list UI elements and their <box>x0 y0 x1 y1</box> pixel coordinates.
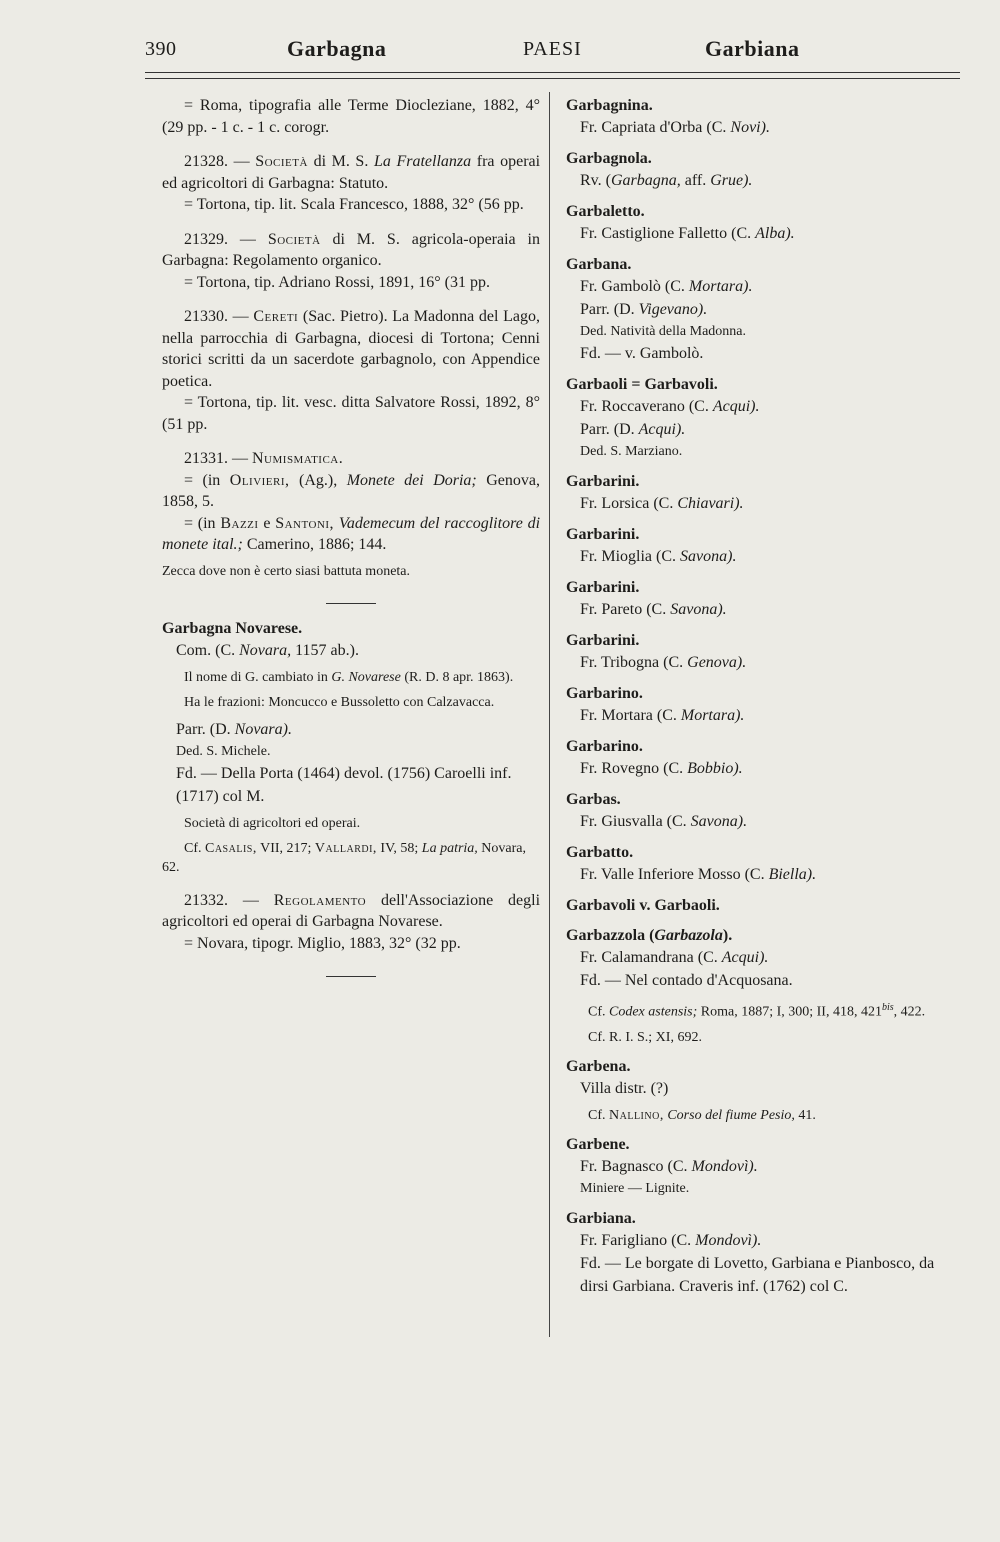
headword: Garbarino. <box>566 738 643 755</box>
entry-garbarini-tribogna <box>566 630 958 674</box>
frazione-line: Fr. Calamandrana (C. Acqui). <box>580 949 769 966</box>
entry-garbarino-mortara <box>566 683 958 727</box>
header-rule <box>145 72 960 79</box>
entry-21329: 21329. — Società di M. S. agricola-operaia in Garbagna: Regolamento organico. <box>162 230 541 269</box>
frazione-line: Fr. Capriata d'Orba (C. Novi). <box>580 119 770 136</box>
headword: Garbas. <box>566 791 621 808</box>
villa-line: Villa distr. (?) <box>580 1079 669 1097</box>
dedica-line: Ded. Natività della Madonna. <box>580 324 747 339</box>
entry-21328-imprint: = Tortona, tip. lit. Scala Francesco, 1888, 32° (56 pp. <box>184 196 524 213</box>
entry-garbiana <box>566 1208 958 1298</box>
entry-garbazzola <box>566 925 958 1047</box>
right-column <box>566 95 958 1307</box>
entry-21330: 21330. — Cereti (Sac. Pietro). La Madonna del Lago, nella parrocchia di Garbagna, diocesi di Tortona; Cenni storici scritti da un sacerdote garbagnolo, con Appendice poetica. <box>162 308 541 390</box>
entry-garbarini-pareto <box>566 577 958 621</box>
entry-21329-imprint: = Tortona, tip. Adriano Rossi, 1891, 16° (31 pp. <box>184 273 490 291</box>
cf-line-2: Cf. R. I. S.; XI, 692. <box>588 1029 702 1045</box>
entry-garbagnina <box>566 95 958 139</box>
miniere-line: Miniere — Lignite. <box>580 1180 690 1196</box>
headword-garbagna-novarese: Garbagna Novarese. <box>162 619 303 637</box>
entry-garbavoli <box>566 895 958 916</box>
frazione-line: Fr. Castiglione Falletto (C. Alba). <box>580 225 795 242</box>
frazione-line: Fr. Valle Inferiore Mosso (C. Biella). <box>580 866 817 883</box>
entry-garbatto <box>566 842 958 886</box>
column-divider <box>549 92 550 1337</box>
cf-line: Cf. Codex astensis; Roma, 1887; I, 300; II, 418, $421^{bis}$, 422. <box>588 1002 926 1020</box>
entry-21332-imprint: = Novara, tipogr. Miglio, 1883, 32° (32 pp. <box>184 934 461 952</box>
entry-21331-citation-1: = (in Olivieri, (Ag.), Monete dei Doria; Genova, 1858, 5. <box>162 471 541 510</box>
rivo-line: Rv. (Garbagna, aff. Grue). <box>580 172 753 189</box>
garbagna-novarese-cf: Cf. Casalis, VII, 217; Vallardi, IV, 58; La patria, Novara, 62. <box>162 840 526 875</box>
garbagna-novarese-note-frazioni: Ha le frazioni: Moncucco e Bussoletto con Calzavacca. <box>184 694 495 710</box>
headword: Garbana. <box>566 256 632 273</box>
entry-21332: 21332. — Regolamento dell'Associazione degli agricoltori ed operai di Garbagna Novarese. <box>162 891 541 930</box>
running-head-center: PAESI <box>523 38 582 60</box>
headword: Garbaletto. <box>566 203 645 220</box>
headword: Garbatto. <box>566 844 634 861</box>
headword: Garbarini. <box>566 473 640 490</box>
feudo-line: Fd. — Nel contado d'Acquosana. <box>580 972 793 989</box>
entry-garbana <box>566 254 958 365</box>
frazione-line: Fr. Pareto (C. Savona). <box>580 601 727 618</box>
frazione-line: Fr. Bagnasco (C. Mondovì). <box>580 1157 758 1175</box>
running-head-left: Garbagna <box>287 36 387 61</box>
garbagna-novarese-societa: Società di agricoltori ed operai. <box>184 815 361 831</box>
roma-imprint: = Roma, tipografia alle Terme Diocleziane, 1882, 4° (29 pp. - 1 c. - 1 c. corogr. <box>162 97 540 136</box>
entry-21331-citation-2: = (in Bazzi e Santoni, Vademecum del raccoglitore di monete ital.; Camerino, 1886; 144. <box>162 514 541 553</box>
frazione-line: Fr. Giusvalla (C. Savona). <box>580 813 748 830</box>
frazione-line: Fr. Mioglia (C. Savona). <box>580 548 737 565</box>
entry-garbene <box>566 1134 958 1199</box>
frazione-line: Fr. Mortara (C. Mortara). <box>580 707 745 724</box>
headword: Garbena. <box>566 1057 631 1075</box>
frazione-line: Fr. Rovegno (C. Bobbio). <box>580 760 743 777</box>
headword: Garbiana. <box>566 1209 636 1227</box>
headword: Garbavoli v. Garbaoli. <box>566 897 720 914</box>
running-head-right: Garbiana <box>705 36 800 61</box>
entry-garbaoli <box>566 374 958 462</box>
dedica-line: Ded. S. Marziano. <box>580 444 683 459</box>
page-number: 390 <box>145 38 177 60</box>
headword: Garbarini. <box>566 632 640 649</box>
left-column <box>162 95 540 991</box>
entry-21330-imprint: = Tortona, tip. lit. vesc. ditta Salvatore Rossi, 1892, 8° (51 pp. <box>162 394 540 433</box>
frazione-line: Fr. Roccaverano (C. Acqui). <box>580 398 760 415</box>
garbagna-novarese-fd: Fd. — Della Porta (1464) devol. (1756) Caroelli inf. (1717) col M. <box>176 764 512 805</box>
section-separator <box>326 603 376 604</box>
entry-21331: 21331. — Numismatica. <box>184 450 344 467</box>
entry-21328: 21328. — Società di M. S. La Fratellanza fra operai ed agricoltori di Garbagna: Statuto. <box>162 153 541 192</box>
cf-line: Cf. Nallino, Corso del fiume Pesio, 41. <box>588 1107 816 1123</box>
entry-garbarini-mioglia <box>566 524 958 568</box>
frazione-line: Fr. Gambolò (C. Mortara). <box>580 278 753 295</box>
garbagna-novarese-note-name: Il nome di G. cambiato in G. Novarese (R. D. 8 apr. 1863). <box>184 669 514 685</box>
headword: Garbarini. <box>566 579 640 596</box>
frazione-line: Fr. Farigliano (C. Mondovì). <box>580 1231 762 1249</box>
entry-garbaletto <box>566 201 958 245</box>
section-separator-bottom <box>326 976 376 977</box>
entry-garbarini-lorsica <box>566 471 958 515</box>
headword: Garbagnina. <box>566 97 653 114</box>
parrocchia-line: Parr. (D. Vigevano). <box>580 301 708 318</box>
feudo-line: Fd. — Le borgate di Lovetto, Garbiana e Pianbosco, da dirsi Garbiana. Craveris inf. (1762) col C. <box>580 1254 935 1295</box>
running-head <box>145 32 960 72</box>
headword: Garbagnola. <box>566 150 652 167</box>
garbagna-novarese-ded: Ded. S. Michele. <box>176 743 271 759</box>
headword: Garbaoli = Garbavoli. <box>566 376 718 393</box>
frazione-line: Fr. Lorsica (C. Chiavari). <box>580 495 744 512</box>
garbagna-novarese-parr: Parr. (D. Novara). <box>176 720 292 738</box>
entry-garbas <box>566 789 958 833</box>
entry-garbena <box>566 1056 958 1125</box>
headword: Garbazzola (Garbazola). <box>566 927 733 944</box>
zecca-note: Zecca dove non è certo siasi battuta moneta. <box>162 563 411 579</box>
frazione-line: Fr. Tribogna (C. Genova). <box>580 654 747 671</box>
garbagna-novarese-com: Com. (C. Novara, 1157 ab.). <box>176 641 359 659</box>
entry-garbagnola <box>566 148 958 192</box>
headword: Garbene. <box>566 1135 630 1153</box>
feudo-line: Fd. — v. Gambolò. <box>580 345 704 362</box>
entry-garbarino-rovegno <box>566 736 958 780</box>
headword: Garbarino. <box>566 685 643 702</box>
headword: Garbarini. <box>566 526 640 543</box>
parrocchia-line: Parr. (D. Acqui). <box>580 421 686 438</box>
